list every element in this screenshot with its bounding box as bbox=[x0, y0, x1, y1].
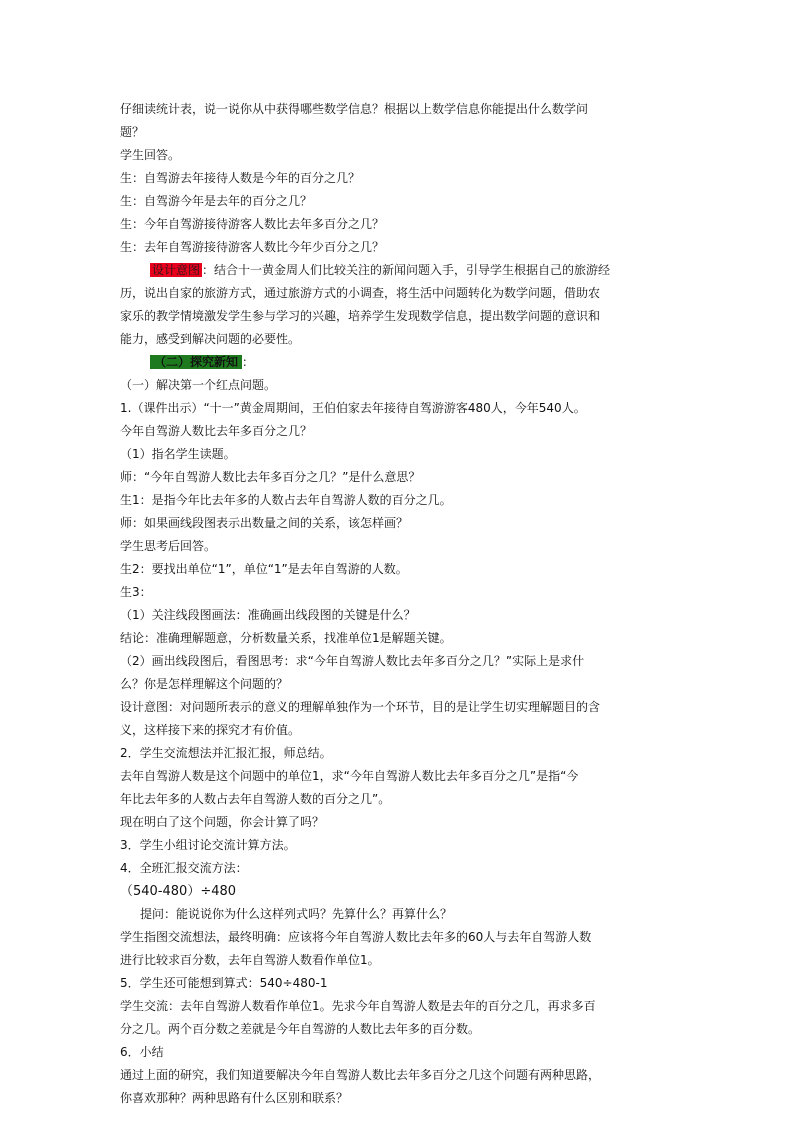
text-line: 3．学生小组讨论交流计算方法。 bbox=[120, 838, 296, 852]
text-line: 题？ bbox=[120, 125, 145, 139]
text-line: 生：今年自驾游接待游客人数比去年多百分之几？ bbox=[120, 217, 385, 231]
text-line: 1.（课件出示）“十一”黄金周期间，王伯伯家去年接待自驾游游客480人，今年540人。 bbox=[120, 401, 586, 415]
section-heading: （二）探究新知 ： bbox=[120, 351, 680, 374]
text-line: 通过上面的研究，我们知道要解决今年自驾游人数比去年多百分之几这个问题有两种思路， bbox=[120, 1068, 601, 1082]
text-line: 今年自驾游人数比去年多百分之几？ bbox=[120, 424, 313, 438]
text-line: （2）画出线段图后，看图思考：求“今年自驾游人数比去年多百分之几？”实际上是求什 bbox=[120, 654, 585, 668]
text-line: 生：去年自驾游接待游客人数比今年少百分之几？ bbox=[120, 240, 385, 254]
text-line: 生：自驾游今年是去年的百分之几？ bbox=[120, 194, 313, 208]
section-highlight: （二）探究新知 bbox=[150, 355, 242, 369]
text-line: 学生交流：去年自驾游人数看作单位1。先求今年自驾游人数是去年的百分之几，再求多百 bbox=[120, 999, 596, 1013]
question-line: 提问：能说说你为什么这样列式吗？先算什么？再算什么？ bbox=[140, 907, 453, 921]
text-line: 学生指图交流想法，最终明确：应该将今年自驾游人数比去年多的60人与去年自驾游人数 bbox=[120, 930, 592, 944]
text-line: 学生思考后回答。 bbox=[120, 539, 217, 553]
text-line: 2．学生交流想法并汇报汇报，师总结。 bbox=[120, 746, 332, 760]
text-line: 5．学生还可能想到算式：540÷480-1 bbox=[120, 976, 328, 990]
text-line: （1）关注线段图画法：准确画出线段图的关键是什么？ bbox=[120, 608, 416, 622]
text-line: 生1：是指今年比去年多的人数占去年自驾游人数的百分之几。 bbox=[120, 493, 452, 507]
text-line: 师：如果画线段图表示出数量之间的关系，该怎样画？ bbox=[120, 516, 409, 530]
text-line: 设计意图：对问题所表示的意义的理解单独作为一个环节，目的是让学生切实理解题目的含 bbox=[120, 700, 601, 714]
text-line: 仔细读统计表，说一说你从中获得哪些数学信息？根据以上数学信息你能提出什么数学问 bbox=[120, 102, 589, 116]
text-line: 义，这样接下来的探究才有价值。 bbox=[120, 723, 301, 737]
formula-line: （540-480）÷480 bbox=[120, 884, 237, 899]
text-line: 生3： bbox=[120, 585, 152, 599]
text-line: 去年自驾游人数是这个问题中的单位1，求“今年自驾游人数比去年多百分之几”是指“今 bbox=[120, 769, 579, 783]
text-line: 4．全班汇报交流方法： bbox=[120, 861, 248, 875]
design-intent-highlight: 设计意图 bbox=[152, 263, 201, 277]
text-line: 生2：要找出单位“1”，单位“1”是去年自驾游的人数。 bbox=[120, 562, 408, 576]
text-line: 结论：准确理解题意，分析数量关系，找准单位1是解题关键。 bbox=[120, 631, 452, 645]
text-line: （一）解决第一个红点问题。 bbox=[120, 378, 277, 392]
text-line: 么？你是怎样理解这个问题的？ bbox=[120, 677, 289, 691]
text-line: 分之几。两个百分数之差就是今年自驾游的人数比去年多的百分数。 bbox=[120, 1022, 481, 1036]
text-line: ：结合十一黄金周人们比较关注的新闻问题入手，引导学生根据自己的旅游经 bbox=[202, 263, 611, 277]
text-line: 6．小结 bbox=[120, 1045, 164, 1059]
text-line: 学生回答。 bbox=[120, 148, 181, 162]
text-line: 进行比较求百分数，去年自驾游人数看作单位1。 bbox=[120, 953, 380, 967]
text-line: 你喜欢那种？两种思路有什么区别和联系？ bbox=[120, 1091, 349, 1105]
document-body bbox=[120, 98, 680, 1110]
text-line: （1）指名学生读题。 bbox=[120, 447, 236, 461]
design-intent-paragraph bbox=[120, 259, 680, 282]
text-line: 能力，感受到解决问题的必要性。 bbox=[120, 332, 301, 346]
text-line: 现在明白了这个问题，你会计算了吗？ bbox=[120, 815, 325, 829]
text-line: 师：“今年自驾游人数比去年多百分之几？”是什么意思？ bbox=[120, 470, 421, 484]
text-line: 生：自驾游去年接待人数是今年的百分之几？ bbox=[120, 171, 361, 185]
text-line: 年比去年多的人数占去年自驾游人数的百分之几”。 bbox=[120, 792, 391, 806]
text-line: 家乐的教学情境激发学生参与学习的兴趣，培养学生发现数学信息，提出数学问题的意识和 bbox=[120, 309, 601, 323]
text-line: 历，说出自家的旅游方式，通过旅游方式的小调查，将生活中问题转化为数学问题，借助农 bbox=[120, 286, 601, 300]
